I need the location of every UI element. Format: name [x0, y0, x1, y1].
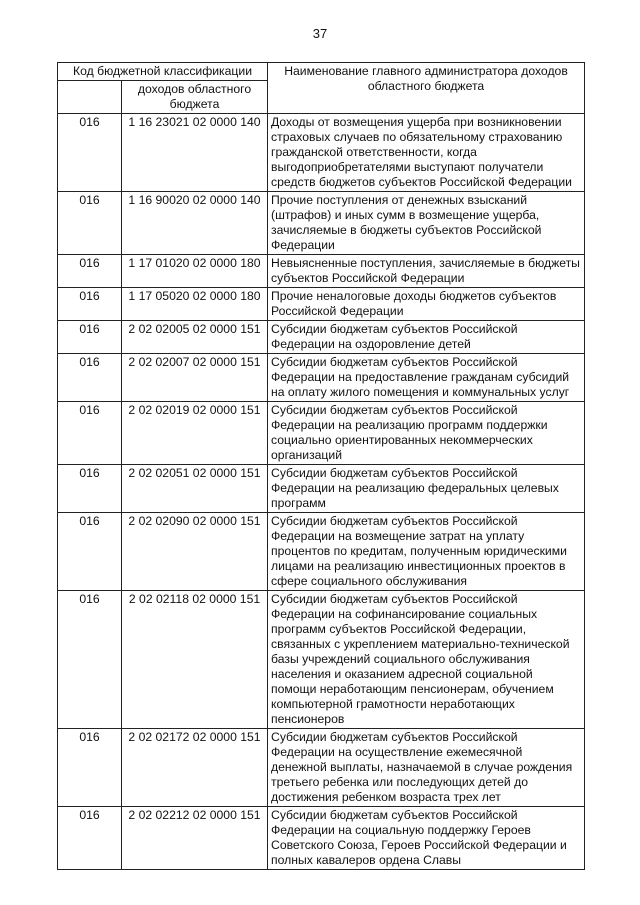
name-cell: Прочие неналоговые доходы бюджетов субъектов Российской Федерации [268, 288, 585, 321]
admin-code-cell: 016 [58, 591, 122, 729]
name-cell: Невыясненные поступления, зачисляемые в бюджеты субъектов Российской Федерации [268, 255, 585, 288]
table-row [58, 354, 585, 402]
admin-code-cell: 016 [58, 513, 122, 591]
table-row [58, 114, 585, 192]
income-code-cell: 2 02 02005 02 0000 151 [122, 321, 268, 354]
admin-code-cell: 016 [58, 402, 122, 465]
income-code-cell: 1 17 05020 02 0000 180 [122, 288, 268, 321]
budget-classification-table [57, 62, 585, 870]
name-cell: Субсидии бюджетам субъектов Российской Федерации на возмещение затрат на уплату процентов по кредитам, полученным юридическими лицами на реализацию инвестиционных проектов в сфере социального обслуживания [268, 513, 585, 591]
header-income-column: доходов областного бюджета [122, 81, 268, 114]
table-row [58, 807, 585, 870]
income-code-cell: 2 02 02007 02 0000 151 [122, 354, 268, 402]
income-code-cell: 2 02 02051 02 0000 151 [122, 465, 268, 513]
admin-code-cell: 016 [58, 807, 122, 870]
table-row [58, 288, 585, 321]
name-cell: Прочие поступления от денежных взысканий (штрафов) и иных сумм в возмещение ущерба, зачисляемые в бюджеты субъектов Российской Федерации [268, 192, 585, 255]
admin-code-cell: 016 [58, 288, 122, 321]
header-name-column: Наименование главного администратора доходов областного бюджета [268, 63, 585, 114]
admin-code-cell: 016 [58, 192, 122, 255]
income-code-cell: 1 17 01020 02 0000 180 [122, 255, 268, 288]
admin-code-cell: 016 [58, 729, 122, 807]
name-cell: Субсидии бюджетам субъектов Российской Федерации на социальную поддержку Героев Советского Союза, Героев Российской Федерации и полных кавалеров ордена Славы [268, 807, 585, 870]
admin-code-cell: 016 [58, 354, 122, 402]
name-cell: Субсидии бюджетам субъектов Российской Федерации на софинансирование социальных программ субъектов Российской Федерации, связанных с укреплением материально-технической базы учреждений социального обслуживания населения и оказанием адресной социальной помощи неработающим пенсионерам, обучением компьютерной грамотности неработающих пенсионеров [268, 591, 585, 729]
table-row [58, 513, 585, 591]
name-cell: Доходы от возмещения ущерба при возникновении страховых случаев по обязательному страхованию гражданской ответственности, когда выгодоприобретателями выступают получатели средств бюджетов субъектов Российской Федерации [268, 114, 585, 192]
income-code-cell: 2 02 02090 02 0000 151 [122, 513, 268, 591]
income-code-cell: 2 02 02212 02 0000 151 [122, 807, 268, 870]
table-row [58, 729, 585, 807]
income-code-cell: 2 02 02172 02 0000 151 [122, 729, 268, 807]
table-row [58, 591, 585, 729]
admin-code-cell: 016 [58, 321, 122, 354]
header-admin-column [58, 81, 122, 114]
table-row [58, 255, 585, 288]
income-code-cell: 1 16 23021 02 0000 140 [122, 114, 268, 192]
table-header [58, 63, 585, 114]
name-cell: Субсидии бюджетам субъектов Российской Федерации на реализацию федеральных целевых программ [268, 465, 585, 513]
table-row [58, 465, 585, 513]
header-code-group: Код бюджетной классификации [58, 63, 268, 81]
name-cell: Субсидии бюджетам субъектов Российской Федерации на оздоровление детей [268, 321, 585, 354]
name-cell: Субсидии бюджетам субъектов Российской Федерации на предоставление гражданам субсидий на оплату жилого помещения и коммунальных услуг [268, 354, 585, 402]
table-row [58, 192, 585, 255]
income-code-cell: 1 16 90020 02 0000 140 [122, 192, 268, 255]
name-cell: Субсидии бюджетам субъектов Российской Федерации на реализацию программ поддержки социально ориентированных некоммерческих организаций [268, 402, 585, 465]
table-row [58, 321, 585, 354]
table-body [58, 114, 585, 870]
admin-code-cell: 016 [58, 114, 122, 192]
table-row [58, 402, 585, 465]
admin-code-cell: 016 [58, 465, 122, 513]
admin-code-cell: 016 [58, 255, 122, 288]
income-code-cell: 2 02 02019 02 0000 151 [122, 402, 268, 465]
income-code-cell: 2 02 02118 02 0000 151 [122, 591, 268, 729]
page-number: 37 [312, 26, 328, 41]
name-cell: Субсидии бюджетам субъектов Российской Федерации на осуществление ежемесячной денежной выплаты, назначаемой в случае рождения третьего ребенка или последующих детей до достижения ребенком возраста трех лет [268, 729, 585, 807]
